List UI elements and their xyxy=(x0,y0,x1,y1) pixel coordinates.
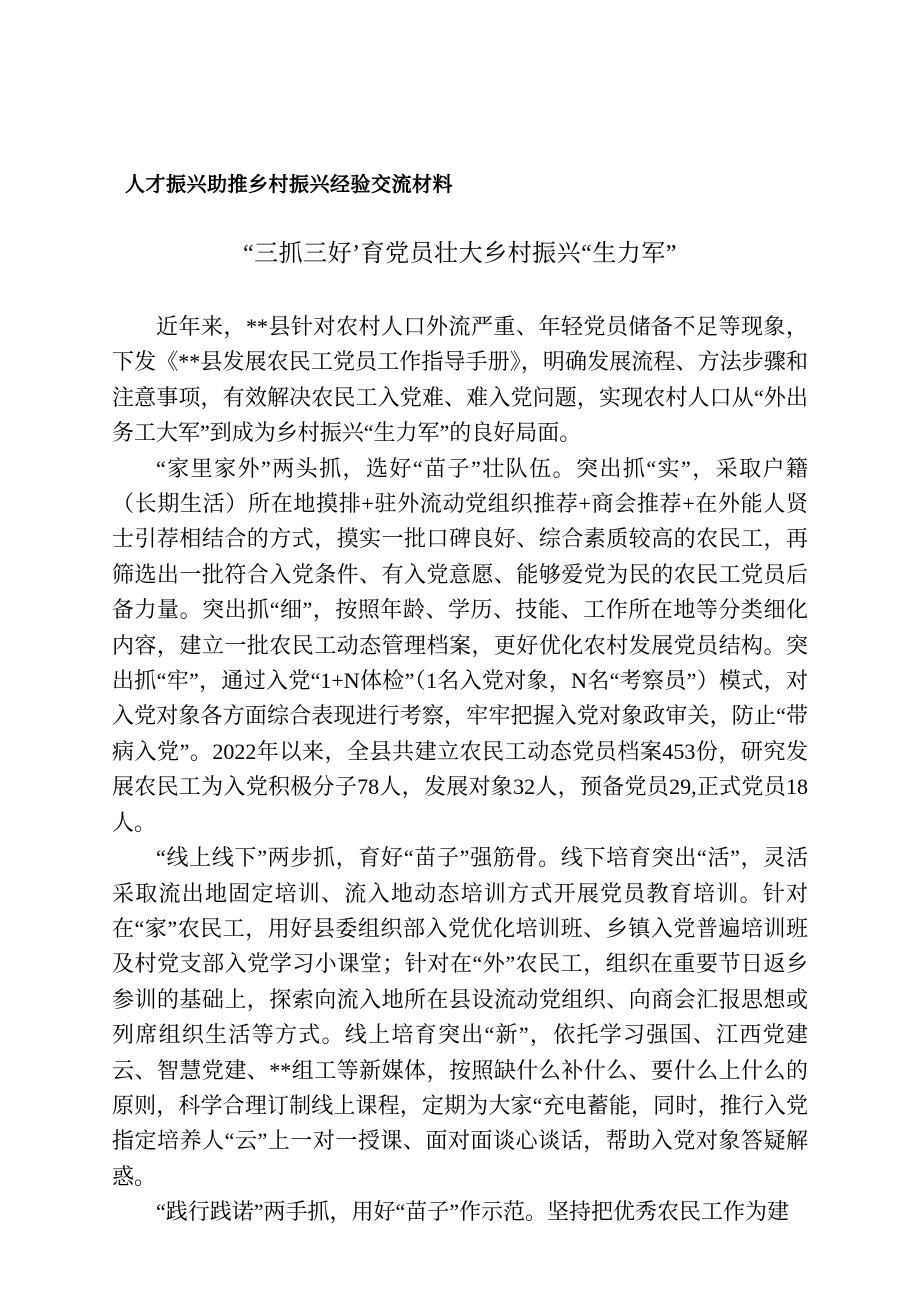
document-body xyxy=(112,309,808,1230)
document-subtitle: “三抓三好’育党员壮大乡村振兴“生力军” xyxy=(243,241,677,267)
body-paragraph-intro: 近年来，**县针对农村人口外流严重、年轻党员储备不足等现象，下发《**县发展农民工党员工作指导手册》，明确发展流程、方法步骤和注意事项，有效解决农民工入党难、难入党问题，实现农村人口从“外出务工大军”到成为乡村振兴“生力军”的良好局面。 xyxy=(112,314,808,446)
body-paragraph-selection: “家里家外”两头抓，选好“苗子”壮队伍。突出抓“实”，采取户籍（长期生活）所在地摸排+驻外流动党组织推荐+商会推荐+在外能人贤士引荐相结合的方式，摸实一批口碑良好、综合素质较高的农民工，再筛选出一批符合入党条件、有入党意愿、能够爱党为民的农民工党员后备力量。突出抓“细”，按照年龄、学历、技能、工作所在地等分类细化内容，建立一批农民工动态管理档案，更好优化农村发展党员结构。突出抓“牢”，通过入党“1+N体检”（1名入党对象，N名“考察员”）模式，对入党对象各方面综合表现进行考察，牢牢把握入党对象政审关，防止“带病入党”。2022年以来，全县共建立农民工动态党员档案453份，研究发展农民工为入党积极分子78人，发展对象32人，预备党员29,正式党员18人。 xyxy=(112,455,808,835)
document-header-title: 人才振兴助推乡村振兴经验交流材料 xyxy=(125,174,453,196)
body-paragraph-practice: “践行践诺”两手抓，用好“苗子”作示范。坚持把优秀农民工作为建 xyxy=(156,1199,790,1225)
body-paragraph-training: “线上线下”两步抓，育好“苗子”强筋骨。线下培育突出“活”，灵活采取流出地固定培训、流入地动态培训方式开展党员教育培训。针对在“家”农民工，用好县委组织部入党优化培训班、乡镇入党普遍培训班及村党支部入党学习小课堂；针对在“外”农民工，组织在重要节日返乡参训的基础上，探索向流入地所在县设流动党组织、向商会汇报思想或列席组织生活等方式。线上培育突出“新”，依托学习强国、江西党建云、智慧党建、**组工等新媒体，按照缺什么补什么、要什么上什么的原则，科学合理订制线上课程，定期为大家“充电蓄能，同时，推行入党指定培养人“云”上一对一授课、面对面谈心谈话，帮助入党对象答疑解惑。 xyxy=(112,845,808,1189)
